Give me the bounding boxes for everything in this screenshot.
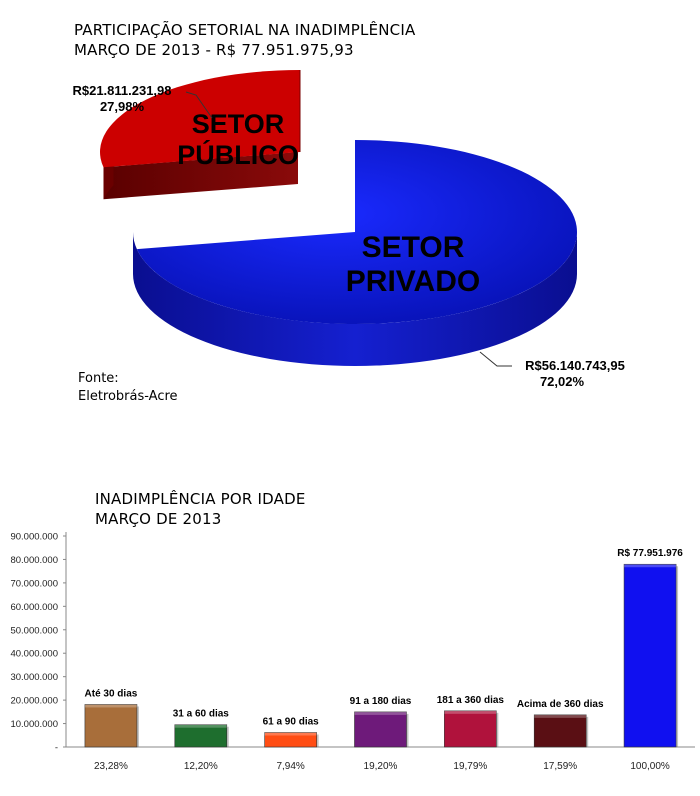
y-tick-label: 80.000.000: [10, 554, 58, 566]
bar-highlight: [624, 564, 676, 567]
bar-highlight: [85, 704, 137, 707]
bar-category-label: 31 a 60 dias: [172, 708, 229, 720]
bar-percent-label: 100,00%: [630, 761, 670, 772]
pie-label-private-line1: SETOR: [361, 231, 465, 264]
pie-label-public-line2: PÚBLICO: [177, 140, 299, 170]
y-tick-label: -: [54, 742, 58, 754]
bar-category-label: 91 a 180 dias: [349, 695, 412, 707]
y-tick-label: 90.000.000: [10, 531, 58, 543]
bar-chart-title-line2: MARÇO DE 2013: [95, 510, 222, 528]
pie-value-public: R$21.811.231,98: [72, 83, 172, 98]
source-label: Fonte:: [78, 371, 119, 386]
pie-percent-public: 27,98%: [99, 99, 145, 114]
pie-label-public-line1: SETOR: [191, 109, 285, 139]
bar-percent-label: 23,28%: [93, 761, 128, 772]
source-name: Eletrobrás-Acre: [78, 389, 178, 404]
bar: [85, 704, 137, 747]
y-tick-label: 10.000.000: [10, 719, 58, 731]
pie-label-private-line2: PRIVADO: [345, 265, 481, 298]
bar-percent-label: 12,20%: [183, 761, 218, 772]
bar-percent-label: 7,94%: [276, 761, 305, 772]
bar-percent-label: 19,20%: [363, 761, 398, 772]
bar-highlight: [534, 715, 586, 718]
bar: [444, 711, 496, 747]
y-tick-label: 60.000.000: [10, 601, 58, 613]
y-tick-label: 30.000.000: [10, 672, 58, 684]
bar-chart-title-line1: INADIMPLÊNCIA POR IDADE: [95, 490, 306, 508]
bar-highlight: [444, 711, 496, 714]
bar-highlight: [265, 732, 317, 735]
bar-percent-label: 19,79%: [453, 761, 488, 772]
bar-highlight: [175, 725, 227, 728]
pie-value-private: R$56.140.743,95: [525, 358, 625, 373]
bar-category-label: Acima de 360 dias: [516, 698, 604, 710]
pie-percent-private: 72,02%: [539, 374, 585, 389]
bar-percent-label: 17,59%: [543, 761, 578, 772]
y-tick-label: 20.000.000: [10, 695, 58, 707]
bar: [355, 712, 407, 747]
bar: [624, 564, 676, 747]
bar-category-label: 181 a 360 dias: [436, 694, 504, 706]
bar: [534, 715, 586, 747]
pie-chart-title-line1: PARTICIPAÇÃO SETORIAL NA INADIMPLÊNCIA: [74, 21, 416, 39]
pie-chart-title-line2: MARÇO DE 2013 - R$ 77.951.975,93: [74, 41, 354, 59]
bar-highlight: [355, 712, 407, 715]
bar-category-label: Até 30 dias: [84, 688, 138, 700]
bar: [175, 725, 227, 747]
y-tick-label: 40.000.000: [10, 648, 58, 660]
bar-category-label: R$ 77.951.976: [617, 548, 683, 560]
y-tick-label: 50.000.000: [10, 625, 58, 637]
bar-category-label: 61 a 90 dias: [262, 716, 319, 728]
y-tick-label: 70.000.000: [10, 578, 58, 590]
